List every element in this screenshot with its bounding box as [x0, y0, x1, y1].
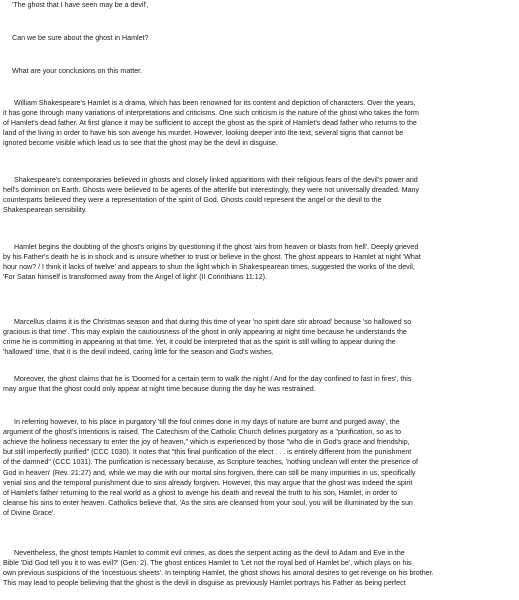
paragraph-line: own previous suspicions of the 'incestuous sheets'. In tempting Hamlet, the ghost shows his amoral desires to get revenge on his brother.: [3, 569, 434, 578]
paragraph-line: cleanse his sins to enter heaven. Catholics believe that, 'As the sins are cleansed from your soul, you will be illuminated by the sun: [3, 498, 413, 507]
paragraph-line: of Divine Grace'.: [3, 508, 56, 517]
paragraph-line: it has gone through many variations of interpretations and criticisms. One such criticism is the nature of the ghost who takes the form: [3, 109, 419, 118]
paragraph-line: Shakespearean sensibility.: [3, 206, 87, 215]
paragraph-line: argument of the ghost's intentions is raised. The Catechism of the Catholic Church defines purgatory as a "purification, so as to: [3, 428, 402, 437]
paragraph-line: hour now? / I think it lacks of twelve' and appears to shun the light which in Shakespearean times, suggested the works of the devil,: [3, 263, 415, 272]
paragraph-line: This may lead to people believing that the ghost is the devil in disguise as previously Hamlet portrays his Father as being perfect: [3, 579, 406, 588]
paragraph-line: Shakespeare's contemporaries believed in ghosts and closely linked apparitions with their religious fears of the devil's power and: [14, 176, 418, 184]
paragraph-line: William Shakespeare's Hamlet is a drama, which has been renowned for its content and depiction of characters. Over the years,: [14, 99, 416, 107]
paragraph-line: counterparts believed they were a representation of the spirit of God. Ghosts could represent the angel or the devil to the: [3, 196, 382, 205]
paragraph-line: crime he is committing in appearing at that time. Yet, it could be interpreted that as the spirit is still willing to appear during the: [3, 338, 396, 347]
paragraph-line: venial sins and the temporal punishment due to sins already forgiven. However, this may argue that the ghost was indeed the spirit: [3, 478, 413, 487]
paragraph-line: God in heaven' (Rev. 21:27) and, while we may die with our mortal sins forgiven, there can still be many impurities in us, specifically: [3, 468, 416, 477]
paragraph-line: 'For Satan himself is transformed away from the Angel of light' (II Corinthians 11:12).: [3, 273, 267, 282]
paragraph-line: Moreover, the ghost claims that he is 'Doomed for a certain term to walk the night / And for the day confined to fast in fires', this: [14, 375, 412, 383]
paragraph-line: may argue that the ghost could only appear at night time because during the day he was restrained.: [3, 385, 316, 394]
paragraph-line: gracious is that time'. This may explain the cautiousness of the ghost in only appearing at night time because he understands the: [3, 328, 407, 337]
paragraph-line: of Hamlet's father returning to the real world as a ghost to avenge his death and reveal the truth to his son, Hamlet, in order to: [3, 488, 398, 497]
paragraph-line: of Hamlet's dead father. At first glance it may be sufficient to accept the ghost as the spirit of Hamlet's dead father who returns to the: [3, 119, 417, 128]
paragraph-line: Marcellus claims it is the Christmas season and that during this time of year 'no spirit dare stir abroad' because 'so hallowed so: [14, 318, 412, 326]
paragraph-line: ignored become visible which lead us to see that the ghost may be the devil in disguise.: [3, 139, 278, 148]
paragraph-line: hell's dominion on Earth. Ghosts were believed to be agents of the afterlife but interestingly, they were not universally dreaded. Many: [3, 186, 420, 195]
paragraph-line: by his Father's death he is in shock and is unsure whether to trust or believe in the ghost. The ghost appears to Hamlet at night 'What: [3, 253, 421, 262]
paragraph-line: but still imperfectly purified" (CCC 1030). It notes that "this final purification of the elect . . . is entirely different from the punishment: [3, 448, 412, 457]
paragraph-line: Bible 'Did God tell you it to was evil?' (Gen: 2). The ghost entices Hamlet to 'Let not the royal bed of Hamlet be', which plays on his: [3, 559, 412, 568]
paragraph-line: Nevertheless, the ghost tempts Hamlet to commit evil crimes, as does the serpent acting as the devil to Adam and Eve in the: [14, 549, 405, 557]
paragraph-line: Hamlet begins the doubting of the ghost's origins by questioning if the ghost 'airs from heaven or blasts from hell'. Deeply grieved: [14, 243, 419, 251]
paragraph-line: achieve the holiness necessary to enter the joy of heaven," which is experienced by those "who die in God's grace and friendship,: [3, 438, 410, 447]
paragraph-line: land of the living in order to have his son avenge his murder. However, looking deeper into the text, several signs that cannot be: [3, 129, 404, 138]
paragraph-line: 'hallowed' time, that it is the devil indeed, caring little for the season and God's wishes.: [3, 348, 274, 357]
paragraph-line: of the damned" (CCC 1031). The purification is necessary because, as Scripture teaches, 'nothing unclean will enter the presence of: [3, 458, 419, 467]
paragraph-line: In referring however, to his place in purgatory 'till the foul crimes done in my days of nature are burnt and purged away', the: [14, 418, 400, 426]
quote-title: 'The ghost that I have seen may be a devil',: [12, 1, 149, 9]
question-1: Can we be sure about the ghost in Hamlet?: [12, 34, 149, 42]
question-2: What are your conclusions on this matter.: [12, 67, 143, 75]
